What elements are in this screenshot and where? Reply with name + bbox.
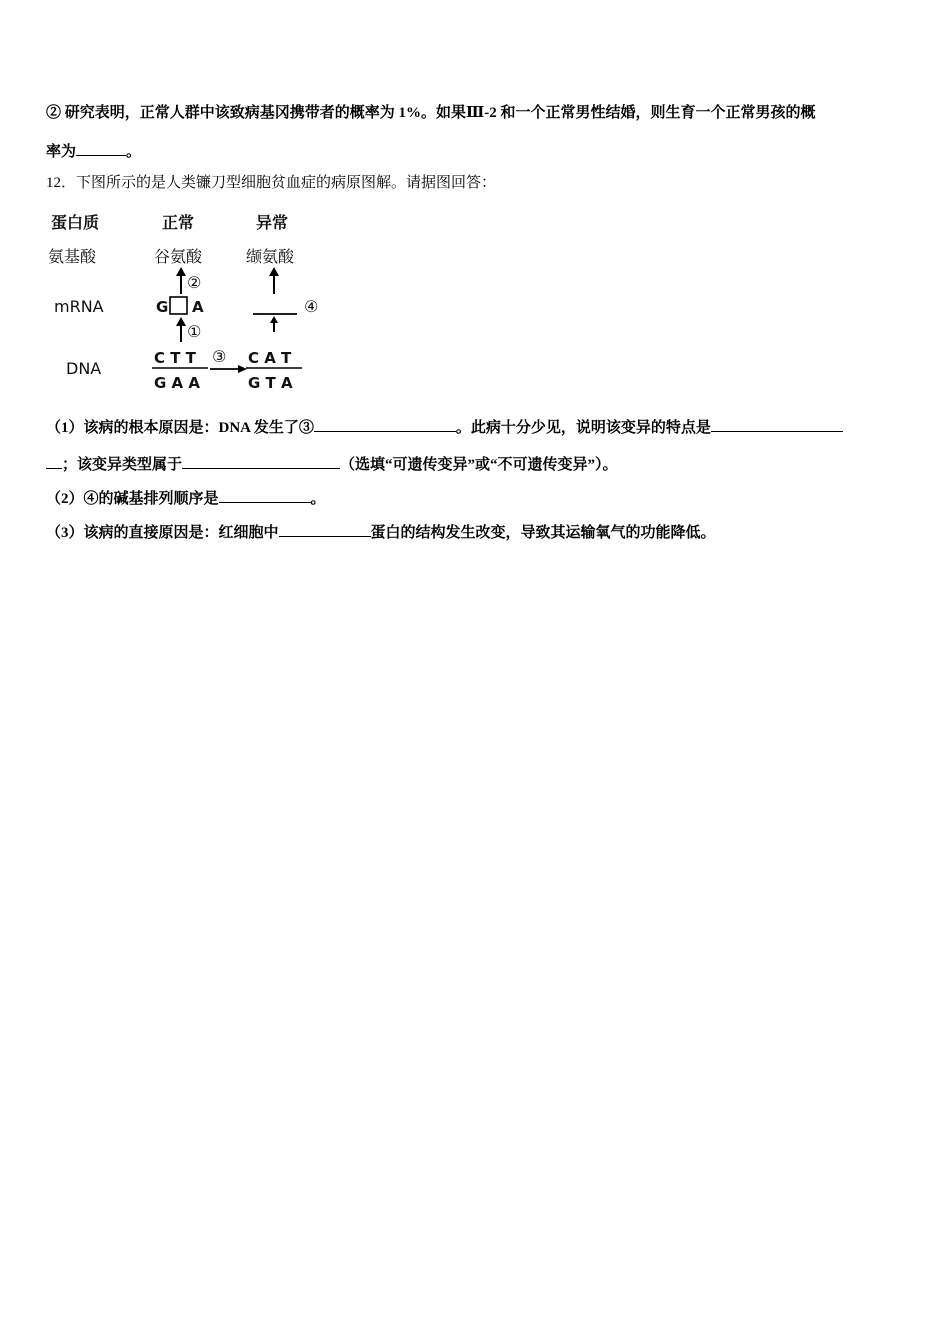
step-3-label: ③ (212, 347, 227, 366)
normal-dna-bottom: G A A (154, 374, 200, 392)
col-normal-label: 正常 (162, 213, 195, 232)
answer-blank (314, 416, 456, 432)
normal-dna-top: C T T (154, 349, 196, 367)
step-4-label: ④ (304, 297, 319, 316)
row-amino-label: 氨基酸 (48, 247, 97, 266)
row-dna-label: DNA (66, 359, 102, 378)
col-protein-label: 蛋白质 (51, 213, 100, 232)
arrow-translation-normal (176, 267, 186, 294)
abnormal-amino-acid: 缬氨酸 (246, 247, 295, 266)
normal-amino-acid: 谷氨酸 (154, 247, 203, 266)
abnormal-dna-top: C A T (248, 349, 292, 367)
step-2-label: ② (187, 273, 202, 292)
q12-sub3: （3）该病的直接原因是：红细胞中 蛋白的结构发生改变，导致其运输氧气的功能降低。 (46, 521, 906, 543)
answer-blank (279, 521, 371, 537)
mrna-base-right: A (192, 298, 204, 316)
q11-part2-line1: ② 研究表明，正常人群中该致病基冈携带者的概率为 1%。如果Ⅲ-2 和一个正常男性结婚，则生育一个正常男孩的概 (46, 105, 816, 121)
q11-part2-line2: 率为 。 (46, 140, 906, 162)
mrna-missing-base-box (170, 297, 187, 314)
step-1-label: ① (187, 322, 202, 341)
answer-blank (46, 453, 62, 469)
answer-blank (76, 140, 126, 156)
arrow-translation-abnormal (269, 267, 279, 294)
mrna-base-left: G (156, 298, 169, 316)
q12-sub2: （2）④的碱基排列顺序是 。 (46, 487, 906, 509)
col-abnormal-label: 异常 (256, 213, 289, 232)
abnormal-dna-bottom: G T A (248, 374, 293, 392)
sickle-cell-diagram (46, 206, 346, 396)
answer-blank (711, 416, 843, 432)
arrow-mutation (210, 365, 247, 373)
arrow-transcription-abnormal (270, 316, 278, 332)
q12-sub1-line1: （1）该病的根本原因是：DNA 发生了③ 。此病十分少见，说明该变异的特点是 (46, 416, 906, 438)
answer-blank (182, 453, 340, 469)
row-mrna-label: mRNA (54, 297, 104, 316)
q12-stem: 12．下图所示的是人类镰刀型细胞贫血症的病原图解。请据图回答： (46, 175, 497, 191)
arrow-transcription-normal (176, 317, 186, 342)
answer-blank (219, 487, 311, 503)
q12-sub1-line2: ；该变异类型属于 （选填“可遗传变异”或“不可遗传变异”）。 (46, 453, 906, 475)
